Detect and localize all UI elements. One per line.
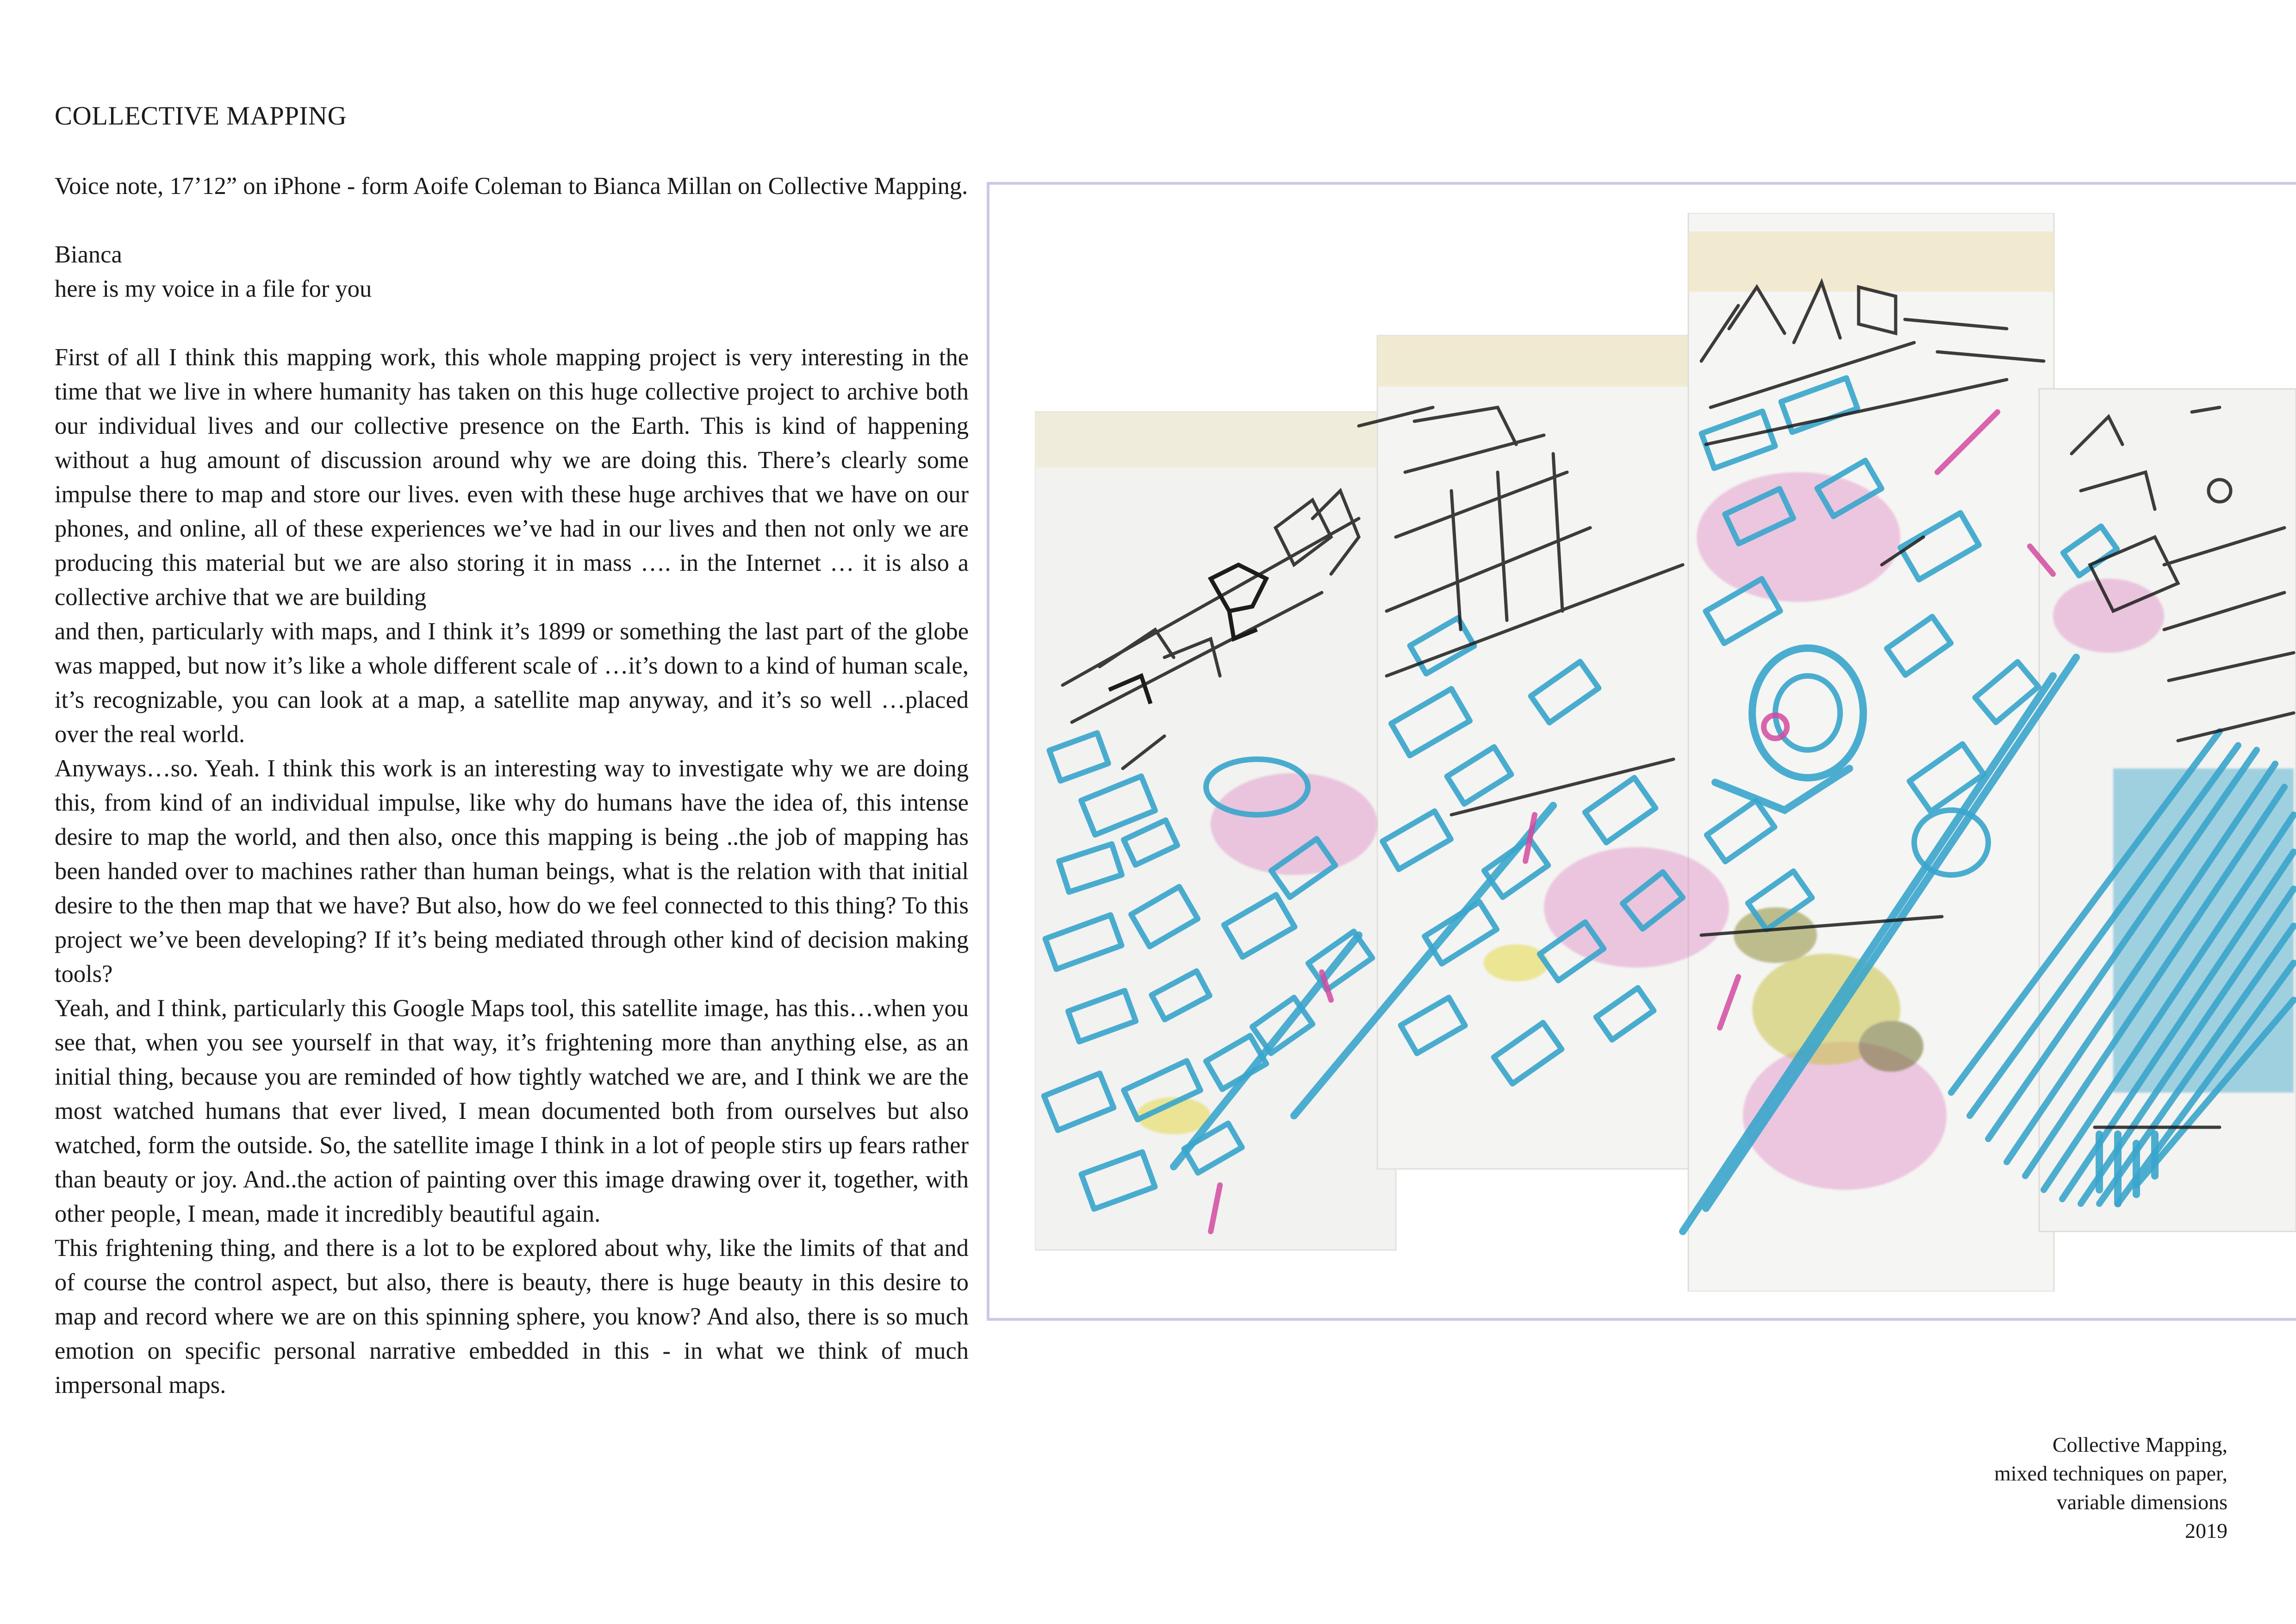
body-paragraph-3: Anyways…so. Yeah. I think this work is an interesting way to investigate why we are doing this, from kind of an individual impulse, like why do humans have the idea of, this intense desire to map the world, and then also, once this mapping is being ..the job of mapping has been handed over to machines rather than human beings, what is the relation with that initial desire to the then map that we have? But also, how do we feel connected to this thing? To this project we’ve been developing? If it’s being mediated through other kind of decision making tools? [55, 755, 969, 987]
caption-dimensions: variable dimensions [2056, 1490, 2228, 1514]
text-column [55, 100, 969, 1402]
body-paragraph-1: First of all I think this mapping work, this whole mapping project is very interesting in the time that we live in where humanity has taken on this huge collective project to archive both our individual lives and our collective presence on the Earth. This is kind of happening without a hug amount of discussion around why we are doing this. There’s clearly some impulse there to map and store our lives. even with these huge archives that we have on our phones, and online, all of these experiences we’ve had in our lives and then not only we are producing this material but we are also storing it in mass …. in the Internet … it is also a collective archive that we are building [55, 344, 969, 611]
body-paragraph-4: Yeah, and I think, particularly this Google Maps tool, this satellite image, has this…when you see that, when you see yourself in that way, it’s frightening more than anything else, as an initial thing, because you are reminded of how tightly watched we are, and I think we are the most watched humans that ever lived, I mean documented both from ourselves but also watched, form the outside. So, the satellite image I think in a lot of people stirs up fears rather than beauty or joy. And..the action of painting over this image drawing over it, together, with other people, I mean, made it incredibly beautiful again. [55, 995, 969, 1227]
artwork-caption [1994, 1430, 2228, 1545]
body-paragraph-5: This frightening thing, and there is a lot to be explored about why, like the limits of that and of course the control aspect, but also, there is beauty, there is huge beauty in this desire to map and record where we are on this spinning sphere, you know? And also, there is so much emotion on specific personal narrative embedded in this - in what we think of much impersonal maps. [55, 1235, 969, 1399]
salutation-line: here is my voice in a file for you [55, 275, 372, 302]
artwork-image [1035, 213, 2296, 1292]
caption-title: Collective Mapping, [2052, 1433, 2228, 1456]
caption-technique: mixed techniques on paper, [1994, 1462, 2228, 1485]
cyan-wash [2113, 768, 2294, 1093]
intro-paragraph: Voice note, 17’12” on iPhone - form Aoife Coleman to Bianca Millan on Collective Mapping. [55, 173, 968, 200]
caption-year: 2019 [2185, 1519, 2228, 1543]
salutation: Bianca [55, 241, 122, 268]
page-title: COLLECTIVE MAPPING [55, 101, 347, 131]
body-paragraph-2: and then, particularly with maps, and I think it’s 1899 or something the last part of the globe was mapped, but now it’s like a whole different scale of …it’s down to a kind of human scale, it’s recognizable, you can look at a map, a satellite map anyway, and it’s so well …placed over the real world. [55, 618, 969, 748]
paper-sheet-2 [1377, 336, 1701, 1169]
